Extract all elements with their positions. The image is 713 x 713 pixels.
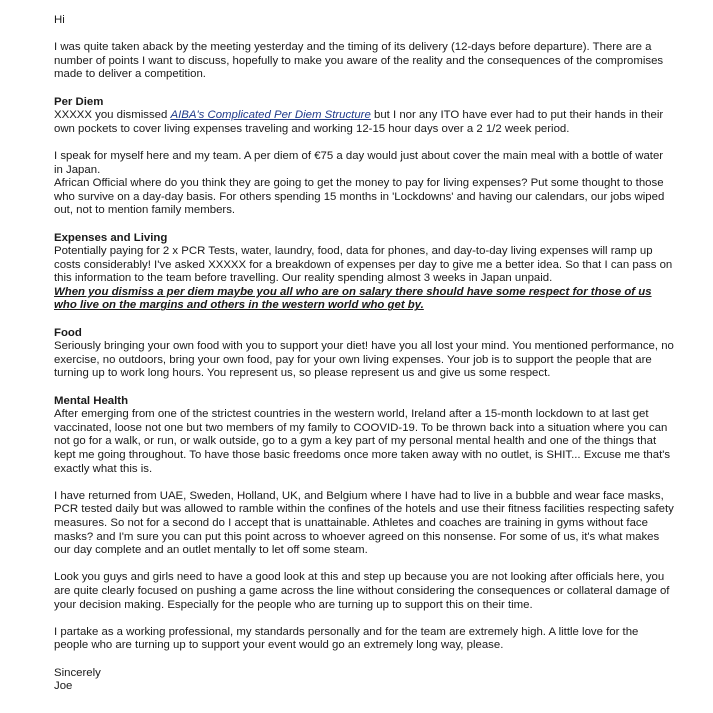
per-diem-continued [54,150,674,218]
per-diem-paragraph-3: African Official where do you think they are going to get the money to pay for living expenses? Put some thought to those who survive on a day-day basis. For others spending 15 months in 'Lockdowns' and having our calendars, our jobs wiped out, not to mention family members. [54,177,665,217]
partake-paragraph: I partake as a working professional, my standards personally and for the team are extremely high. A little love for the people who are turning up to support your event would go an extremely long way, please. [54,625,639,652]
per-diem-paragraph-1 [54,109,674,136]
closing-block [54,667,674,694]
per-diem-text-end: but I nor any ITO have ever had to put their hands in their own pockets to cover living expenses traveling and working 12-15 hour days over a 2 1/2 week period. [54,109,664,135]
mental-health-heading: Mental Health [54,394,129,407]
expenses-emphasis: When you dismiss a per diem maybe you all who are on salary there should have some respect for those of us who live on the margins and others in the western world who get by. [54,285,652,312]
food-section [54,327,674,381]
per-diem-section [54,96,674,137]
returned-paragraph: I have returned from UAE, Sweden, Holland, UK, and Belgium where I have had to live in a bubble and wear face masks, PCR tested daily but was allowed to ramble within the confines of the hotels and use their fitness facilities respecting safety measures. So not for a second do I accept that is unattainable. Athletes and coaches are training in gyms without face masks? and I'm sure you can put this point across to whoever agreed on this nonsense. For some of us, it's what makes our day complete and an outlet mentally to let off some steam. [54,489,674,557]
per-diem-heading: Per Diem [54,95,104,108]
food-paragraph: Seriously bringing your own food with you to support your diet! have you all lost your mind. You mentioned performance, no exercise, no outdoors, bring your own food, pay for your own living expenses. Your job is to support the people that are turning up to work long hours. You represent us, so please represent us and give us some respect. [54,340,674,380]
greeting: Hi [54,14,65,26]
intro-paragraph: I was quite taken aback by the meeting yesterday and the timing of its delivery (12-days before departure). There are a number of points I want to discuss, hopefully to make you aware of the reality and the consequences of the compromises made to deliver a competition. [54,41,664,81]
per-diem-text-start: XXXXX you dismissed [54,109,171,122]
signoff: Sincerely [54,666,101,679]
signature-name: Joe [54,680,73,693]
expenses-section [54,232,674,314]
per-diem-paragraph-2: I speak for myself here and my team. A per diem of €75 a day would just about cover the main meal with a bottle of water in Japan. [54,149,664,176]
mental-health-paragraph: After emerging from one of the strictest countries in the western world, Ireland after a 15-month lockdown to at last get vaccinated, loose not one but two members of my family to COOVID-19. To be thrown back into a situation where you can not go for a walk, or run, or walk outside, go to a gym a key part of my personal mental health and one of the things that kept me going throughout. To have those basic freedoms once more taken away with no outlet, is SHIT... Excuse me that's exactly what this is. [54,408,671,475]
expenses-heading: Expenses and Living [54,231,168,244]
mental-health-section [54,395,674,477]
look-paragraph: Look you guys and girls need to have a good look at this and step up because you are not looking after officials here, you are quite clearly focused on pushing a game across the line without considering the consequences or collateral damage of your decision making. Especially for the people who are turning up to support this on their time. [54,571,670,611]
letter-document [54,14,674,694]
food-heading: Food [54,326,82,339]
expenses-paragraph: Potentially paying for 2 x PCR Tests, water, laundry, food, data for phones, and day-to-day living expenses will ramp up costs considerably! I've asked XXXXX for a breakdown of expenses per day to give me a better idea. So that I can pass on this information to the team before travelling. Our reality spending almost 3 weeks in Japan unpaid. [54,245,673,285]
per-diem-structure-link[interactable]: AIBA's Complicated Per Diem Structure [170,109,371,122]
